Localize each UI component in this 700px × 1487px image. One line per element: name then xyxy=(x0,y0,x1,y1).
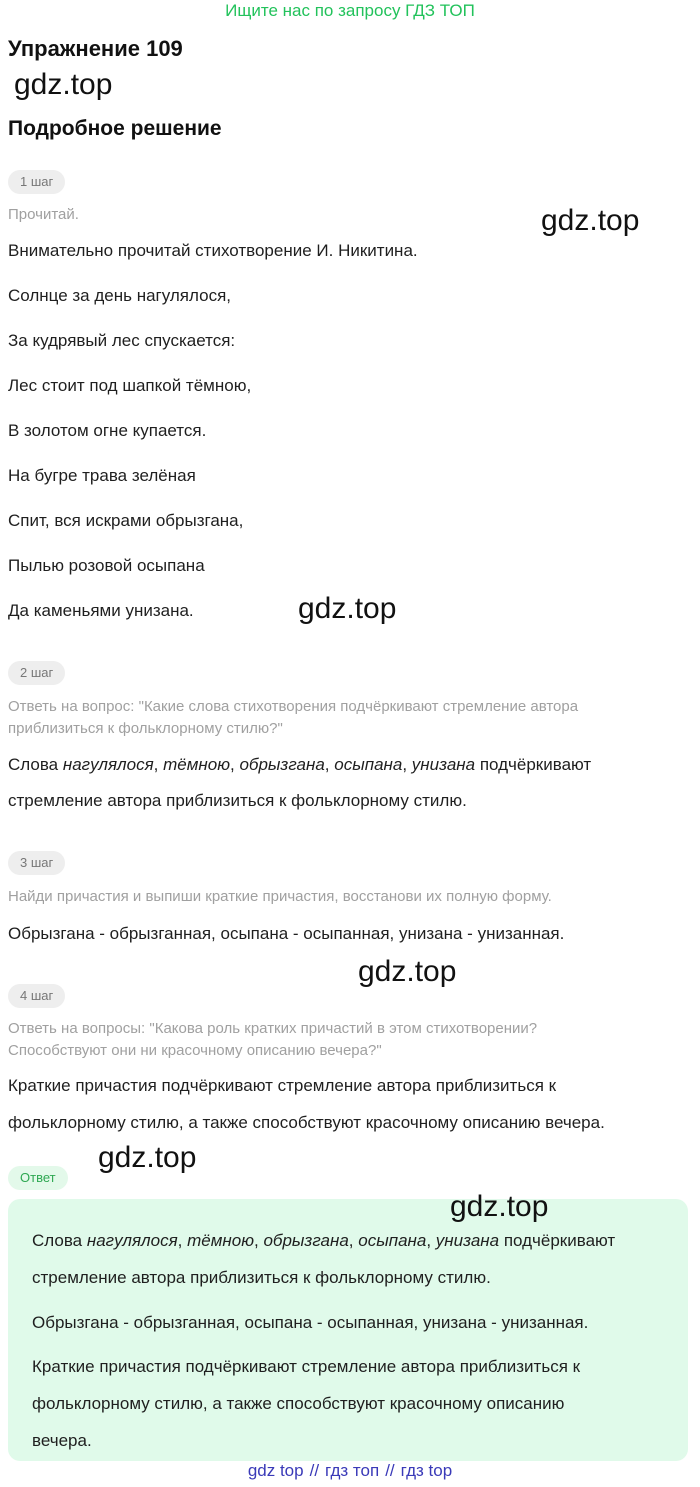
footer-link[interactable]: gdz top xyxy=(247,1461,304,1480)
step-hint: Ответь на вопросы: "Какова роль кратких причастий в этом стихотворении? xyxy=(8,1020,538,1037)
step-badge: 3 шаг xyxy=(8,851,65,875)
poem-line: Да каменьями унизана. xyxy=(8,601,194,620)
step-hint: Прочитай. xyxy=(8,206,79,223)
poem-line: Лес стоит под шапкой тёмною, xyxy=(8,376,252,395)
poem-line: В золотом огне купается. xyxy=(8,421,207,440)
answer-text: фольклорному стилю, а также способствуют красочному описанию xyxy=(32,1394,565,1413)
footer-separator: // xyxy=(309,1461,320,1480)
watermark-logo: gdz.top xyxy=(450,1190,549,1223)
watermark-logo: gdz.top xyxy=(298,592,397,625)
exercise-title: Упражнение 109 xyxy=(8,36,183,61)
step-text: Слова нагулялося, тёмною, обрызгана, осыпана, унизана подчёркивают xyxy=(8,755,592,774)
step-text: фольклорному стилю, а также способствуют красочному описанию вечера. xyxy=(8,1113,605,1132)
step-badge: 2 шаг xyxy=(8,661,65,685)
step-text: Внимательно прочитай стихотворение И. Никитина. xyxy=(8,241,418,260)
footer-separator: // xyxy=(385,1461,395,1480)
step-text: Обрызгана - обрызганная, осыпана - осыпанная, унизана - унизанная. xyxy=(8,924,565,943)
watermark-logo: gdz.top xyxy=(541,204,640,237)
footer-links xyxy=(0,1461,700,1481)
search-banner[interactable]: Ищите нас по запросу ГДЗ ТОП xyxy=(225,1,475,20)
step-badge: 4 шаг xyxy=(8,984,65,1008)
step-text: стремление автора приблизиться к фольклорному стилю. xyxy=(8,791,467,810)
step-hint: Способствуют они ни красочному описанию вечера?" xyxy=(8,1042,382,1059)
poem-line: Солнце за день нагулялося, xyxy=(8,286,231,305)
step-hint: Найди причастия и выпиши краткие причастия, восстанови их полную форму. xyxy=(8,888,552,905)
poem-line: На бугре трава зелёная xyxy=(8,466,196,485)
footer-link[interactable]: гдз top xyxy=(400,1461,453,1480)
answer-badge: Ответ xyxy=(8,1166,68,1190)
answer-text: Краткие причастия подчёркивают стремление автора приблизиться к xyxy=(32,1357,581,1376)
poem-line: Пылью розовой осыпана xyxy=(8,556,205,575)
step-text: Краткие причастия подчёркивают стремление автора приблизиться к xyxy=(8,1076,557,1095)
answer-text: Слова нагулялося, тёмною, обрызгана, осыпана, унизана подчёркивают xyxy=(32,1231,616,1250)
watermark-logo: gdz.top xyxy=(14,68,113,101)
solution-title: Подробное решение xyxy=(8,117,222,140)
step-hint: приблизиться к фольклорному стилю?" xyxy=(8,720,283,737)
answer-text: стремление автора приблизиться к фольклорному стилю. xyxy=(32,1268,491,1287)
step-hint: Ответь на вопрос: "Какие слова стихотворения подчёркивают стремление автора xyxy=(8,698,579,715)
footer-link[interactable]: гдз топ xyxy=(325,1461,380,1480)
poem-line: За кудрявый лес спускается: xyxy=(8,331,236,350)
watermark-logo: gdz.top xyxy=(98,1141,197,1174)
answer-text: Обрызгана - обрызганная, осыпана - осыпанная, унизана - унизанная. xyxy=(32,1313,589,1332)
step-badge: 1 шаг xyxy=(8,170,65,194)
poem-line: Спит, вся искрами обрызгана, xyxy=(8,511,244,530)
answer-text: вечера. xyxy=(32,1431,92,1450)
watermark-logo: gdz.top xyxy=(358,955,457,988)
